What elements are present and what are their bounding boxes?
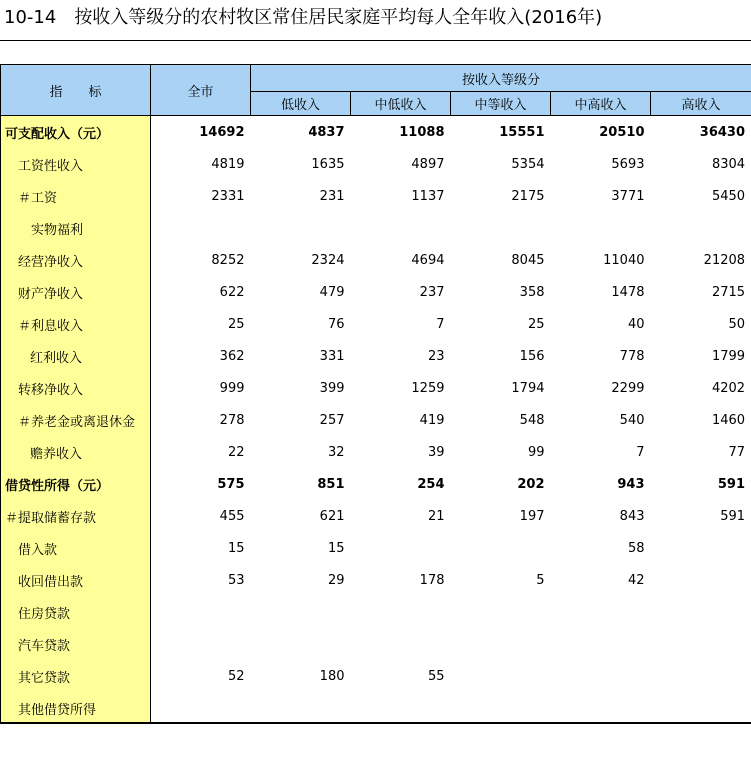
row-value: 5450	[651, 180, 751, 212]
row-value: 4202	[651, 372, 751, 404]
table-row	[1, 628, 751, 660]
row-value: 11040	[603, 252, 645, 268]
row-value: 29	[327, 572, 345, 588]
income-table	[0, 64, 751, 724]
table-row	[1, 244, 751, 276]
table-row	[1, 596, 751, 628]
level-header-lower-middle: 中低收入	[351, 92, 451, 116]
table-row	[1, 116, 751, 149]
row-value: 399	[319, 380, 345, 396]
row-value: 8252	[211, 252, 245, 268]
row-value	[551, 628, 651, 660]
row-value: 8304	[651, 148, 751, 180]
row-value: 53	[227, 572, 245, 588]
table-number: 10-14	[4, 7, 57, 28]
income-group-header: 按收入等级分	[251, 65, 751, 92]
row-value: 25	[227, 316, 245, 332]
row-value: 331	[319, 348, 345, 364]
row-value	[451, 628, 551, 660]
row-value: 548	[519, 412, 545, 428]
row-value	[651, 564, 751, 596]
row-value: 1478	[611, 284, 645, 300]
row-label: 其他借贷所得	[1, 692, 151, 724]
row-value: 4819	[211, 156, 245, 172]
row-label: 转移净收入	[1, 372, 151, 404]
row-value: 943	[617, 476, 645, 492]
row-label: 财产净收入	[1, 276, 151, 308]
row-label: 其它贷款	[1, 660, 151, 692]
row-value: 156	[519, 348, 545, 364]
row-label: 借入款	[1, 532, 151, 564]
row-value: 1794	[511, 380, 545, 396]
row-value	[351, 692, 451, 724]
row-value: 778	[619, 348, 645, 364]
row-label: 借贷性所得（元）	[1, 468, 151, 500]
row-value: 2715	[651, 276, 751, 308]
row-value: 180	[319, 668, 345, 684]
row-value: 419	[419, 412, 445, 428]
row-value: 1259	[411, 380, 445, 396]
row-value: 15551	[499, 124, 545, 140]
row-value: 76	[327, 316, 345, 332]
row-value	[551, 660, 651, 692]
row-value: 4837	[308, 124, 345, 140]
row-value: 254	[417, 476, 445, 492]
row-label: 收回借出款	[1, 564, 151, 596]
row-value	[651, 628, 751, 660]
row-value: 7	[636, 444, 645, 460]
row-value: 278	[219, 412, 245, 428]
row-value: 202	[517, 476, 545, 492]
row-value: 39	[427, 444, 445, 460]
row-value: 58	[627, 540, 645, 556]
row-value: 455	[219, 508, 245, 524]
row-label: 汽车贷款	[1, 628, 151, 660]
row-value: 843	[619, 508, 645, 524]
row-label: 经营净收入	[1, 244, 151, 276]
row-value: 22	[227, 444, 245, 460]
row-value: 2175	[511, 188, 545, 204]
row-value: 362	[219, 348, 245, 364]
table-row	[1, 180, 751, 212]
row-value: 621	[319, 508, 345, 524]
row-label: 住房贷款	[1, 596, 151, 628]
row-value	[651, 660, 751, 692]
row-value: 2324	[311, 252, 345, 268]
row-value: 540	[619, 412, 645, 428]
row-label: 红利收入	[1, 340, 151, 372]
row-label: 实物福利	[1, 212, 151, 244]
table-row	[1, 436, 751, 468]
row-value	[351, 596, 451, 628]
row-value	[351, 532, 451, 564]
row-value: 479	[319, 284, 345, 300]
row-value: 25	[527, 316, 545, 332]
row-value: 15	[227, 540, 245, 556]
row-value: 237	[419, 284, 445, 300]
row-value: 2331	[211, 188, 245, 204]
row-value: 7	[436, 316, 445, 332]
row-value: 5693	[611, 156, 645, 172]
table-row	[1, 564, 751, 596]
row-value: 99	[527, 444, 545, 460]
table-row	[1, 276, 751, 308]
row-value: 591	[651, 468, 751, 500]
row-value	[251, 596, 351, 628]
row-value: 5354	[511, 156, 545, 172]
row-value: 999	[219, 380, 245, 396]
row-value	[551, 692, 651, 724]
row-value: 4694	[411, 252, 445, 268]
row-value	[451, 660, 551, 692]
row-label: ＃提取储蓄存款	[1, 500, 151, 532]
row-value	[551, 212, 651, 244]
table-row	[1, 500, 751, 532]
row-value	[651, 532, 751, 564]
row-value: 575	[217, 476, 245, 492]
row-value: 197	[519, 508, 545, 524]
table-title: 按收入等级分的农村牧区常住居民家庭平均每人全年收入(2016年)	[74, 7, 603, 28]
row-value	[251, 212, 351, 244]
row-value: 11088	[399, 124, 445, 140]
row-label: 可支配收入（元）	[1, 116, 151, 149]
row-value: 2299	[611, 380, 645, 396]
table-row	[1, 692, 751, 724]
row-value: 1799	[651, 340, 751, 372]
table-row	[1, 660, 751, 692]
level-header-middle: 中等收入	[451, 92, 551, 116]
row-value: 8045	[511, 252, 545, 268]
row-value	[651, 692, 751, 724]
row-value: 21	[427, 508, 445, 524]
row-label: ＃工资	[1, 180, 151, 212]
row-value	[251, 628, 351, 660]
row-value: 42	[627, 572, 645, 588]
row-value	[451, 532, 551, 564]
row-value	[151, 596, 251, 628]
top-rule	[0, 40, 751, 41]
row-value	[151, 212, 251, 244]
row-value: 40	[627, 316, 645, 332]
row-value	[251, 692, 351, 724]
page-title	[4, 6, 602, 30]
row-value: 358	[519, 284, 545, 300]
row-value: 77	[651, 436, 751, 468]
row-value: 591	[651, 500, 751, 532]
row-value	[151, 692, 251, 724]
row-value: 1137	[411, 188, 445, 204]
table-row	[1, 308, 751, 340]
row-label: 赡养收入	[1, 436, 151, 468]
row-value: 20510	[599, 124, 645, 140]
total-header: 全市	[151, 65, 251, 116]
row-value: 851	[317, 476, 345, 492]
row-value: 622	[219, 284, 245, 300]
row-value: 14692	[199, 124, 245, 140]
row-label: 工资性收入	[1, 148, 151, 180]
row-value	[451, 692, 551, 724]
indicator-header: 指 标	[1, 65, 151, 116]
table-row	[1, 340, 751, 372]
bottom-rule	[0, 722, 751, 724]
table-row	[1, 468, 751, 500]
row-label: ＃养老金或离退休金	[1, 404, 151, 436]
table-row	[1, 148, 751, 180]
row-value: 178	[419, 572, 445, 588]
row-value: 23	[427, 348, 445, 364]
row-value: 231	[319, 188, 345, 204]
row-value: 15	[327, 540, 345, 556]
table-row	[1, 532, 751, 564]
level-header-upper-middle: 中高收入	[551, 92, 651, 116]
row-value: 1460	[651, 404, 751, 436]
row-label: ＃利息收入	[1, 308, 151, 340]
row-value: 4897	[411, 156, 445, 172]
row-value	[351, 628, 451, 660]
level-header-high: 高收入	[651, 92, 751, 116]
level-header-low: 低收入	[251, 92, 351, 116]
row-value: 1635	[311, 156, 345, 172]
table-row	[1, 212, 751, 244]
row-value: 21208	[651, 244, 751, 276]
table-row	[1, 404, 751, 436]
row-value: 50	[651, 308, 751, 340]
table-row	[1, 372, 751, 404]
row-value: 55	[427, 668, 445, 684]
row-value	[451, 596, 551, 628]
row-value	[151, 628, 251, 660]
row-value	[651, 596, 751, 628]
row-value: 32	[327, 444, 345, 460]
row-value: 5	[536, 572, 545, 588]
row-value	[551, 596, 651, 628]
row-value	[451, 212, 551, 244]
row-value: 257	[319, 412, 345, 428]
row-value: 3771	[611, 188, 645, 204]
row-value	[651, 212, 751, 244]
row-value: 36430	[651, 116, 751, 149]
table-body	[1, 116, 751, 725]
row-value	[351, 212, 451, 244]
row-value: 52	[227, 668, 245, 684]
